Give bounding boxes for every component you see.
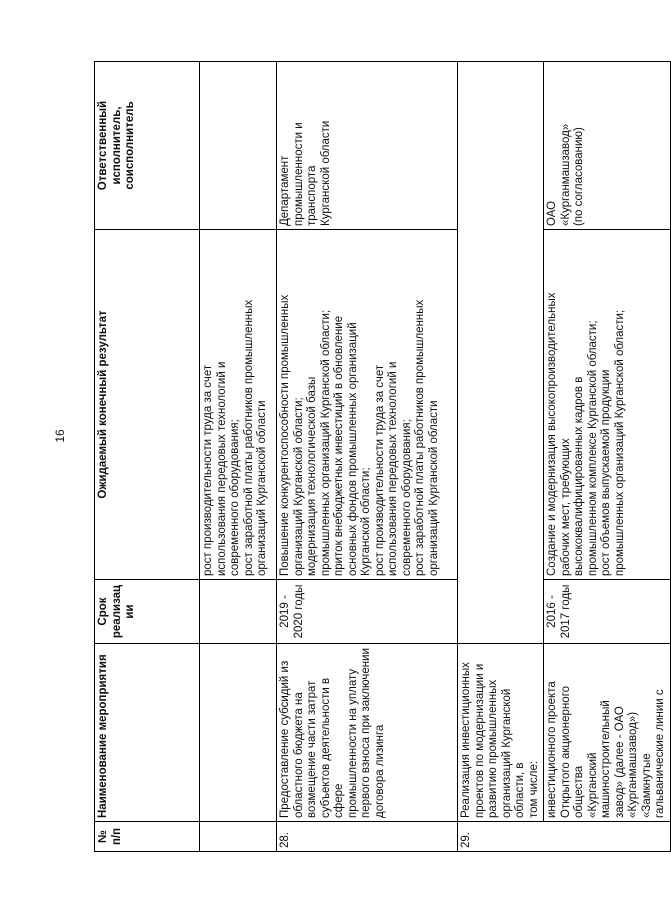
table-row-29-sub — [544, 62, 671, 852]
page-number: 16 — [53, 429, 67, 443]
name-line: промышленности на уплату — [346, 668, 359, 818]
result-line: промышленных организаций Курганской области; — [613, 309, 626, 576]
name-line: «Курганский машиностроительный — [586, 700, 612, 818]
result-line: современного оборудования; — [400, 419, 413, 576]
name-line: завод» (далее - ОАО — [613, 706, 626, 818]
result-line: рост производительности труда за счет — [373, 364, 386, 576]
table-row-continued — [200, 62, 277, 852]
cell-responsible-28 — [277, 62, 458, 230]
name-line: гальванические линии с — [654, 689, 666, 818]
cell-term-empty — [200, 580, 277, 644]
responsible-line: «Курганмашзавод» — [559, 123, 572, 226]
cell-result-continued — [200, 230, 277, 580]
result-line: промышленном комплексе Курганской области; — [586, 320, 599, 576]
cell-name-empty — [200, 644, 277, 822]
result-line: рост объемов выпускаемой продукции — [600, 369, 612, 576]
result-line: организаций Курганской области — [256, 400, 268, 576]
responsible-line: транспорта — [306, 165, 318, 226]
name-line: «Курганмашзавод») «Замкнутые — [627, 711, 653, 818]
name-line: Предоставление субсидий из — [279, 660, 291, 818]
cell-num-28: 28. — [277, 822, 458, 852]
result-line: использования передовых технологий и — [215, 361, 228, 576]
table-row-29 — [458, 62, 544, 852]
cell-name-29 — [458, 644, 544, 822]
name-line: первого взноса при заключении — [360, 647, 372, 818]
result-line: использования передовых технологий и — [387, 361, 399, 576]
responsible-line: промышленности и — [292, 122, 305, 226]
result-line: основных фондов промышленных организаций — [346, 322, 359, 576]
name-line: проектов по модернизации и — [473, 663, 486, 818]
table-row-28 — [277, 62, 458, 852]
name-line: том числе: — [527, 760, 540, 818]
header-term: Срок реализации — [95, 580, 200, 644]
cell-term-29-empty — [458, 580, 544, 644]
responsible-line: Департамент — [279, 155, 291, 226]
header-responsible: Ответственный исполнитель, соисполнитель — [95, 62, 200, 230]
cell-responsible-empty — [200, 62, 277, 230]
cell-term-29-sub: 2016 - 2017 годы — [544, 580, 671, 644]
result-line: современного оборудования; — [229, 419, 241, 576]
name-line: возмещение части затрат — [306, 680, 318, 818]
result-line: Курганской области; — [360, 467, 372, 576]
table-header-row — [95, 62, 200, 852]
name-line: развитию промышленных — [487, 679, 499, 818]
responsible-line: ОАО — [546, 200, 558, 226]
name-line: организаций Курганской области, в — [500, 688, 526, 818]
cell-responsible-29-empty — [458, 62, 544, 230]
header-name: Наименование мероприятия — [95, 644, 200, 822]
name-line: договора лизинга — [373, 724, 386, 818]
responsible-line: (по согласованию) — [573, 127, 585, 226]
result-line: приток внебюджетных инвестиций в обновление — [333, 315, 345, 576]
result-line: промышленных организаций Курганской области; — [319, 309, 332, 576]
result-line: организаций Курганской области — [427, 400, 440, 576]
result-line: Создание и модернизация высокопроизводительных — [546, 292, 558, 576]
cell-name-28 — [277, 644, 458, 822]
result-line: модернизация технологической базы — [306, 376, 318, 576]
action-plan-table — [94, 61, 671, 852]
name-line: субъектов деятельности в сфере — [319, 677, 345, 818]
cell-result-29-sub — [544, 230, 671, 580]
cell-num-29: 29. — [458, 822, 671, 852]
header-result: Ожидаемый конечный результат — [95, 230, 200, 580]
result-line: рабочих мест, требующих — [559, 438, 572, 576]
name-line: инвестиционного проекта — [546, 681, 558, 818]
result-line: рост заработной платы работников промышленных — [414, 299, 426, 576]
name-line: областного бюджета на — [292, 692, 305, 818]
cell-term-28: 2019 - 2020 годы — [277, 580, 458, 644]
result-line: Повышение конкурентоспособности промышленных — [279, 294, 291, 576]
name-line: Реализация инвестиционных — [460, 662, 472, 818]
result-line: рост производительности труда за счет — [202, 364, 214, 576]
cell-result-28 — [277, 230, 458, 580]
cell-result-29-empty — [458, 230, 544, 580]
result-line: рост заработной платы работников промышленных — [242, 299, 255, 576]
responsible-line: Курганской области — [319, 120, 332, 226]
result-line: организаций Курганской области; — [292, 397, 305, 576]
header-num: № п/п — [95, 822, 200, 852]
name-line: Открытого акционерного общества — [559, 685, 585, 818]
cell-responsible-29-sub — [544, 62, 671, 230]
cell-num-empty — [200, 822, 277, 852]
cell-name-29-sub — [544, 644, 671, 822]
rotated-page — [94, 62, 666, 852]
result-line: высококвалифицированных кадров в — [573, 376, 585, 576]
